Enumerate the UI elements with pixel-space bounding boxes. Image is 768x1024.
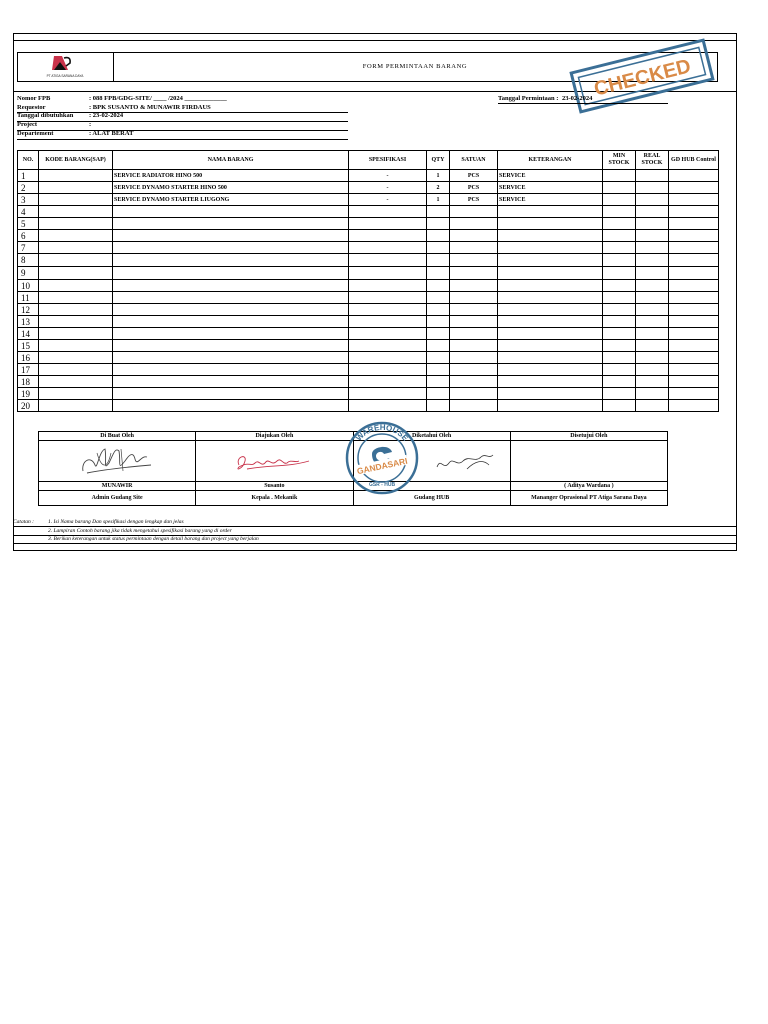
- cell-gd: [669, 182, 719, 194]
- table-row: [18, 292, 719, 304]
- cell-qty: 2: [427, 182, 450, 194]
- note-item-1: 1. Isi Nama barang Dan spesifikasi dengan lengkap dan jelas: [48, 519, 184, 525]
- cell-keterangan: [498, 242, 603, 254]
- cell-min: [603, 230, 636, 242]
- cell-min: [603, 182, 636, 194]
- cell-keterangan: [498, 400, 603, 412]
- signature-susanto-image: [199, 441, 349, 479]
- cell-gd: [669, 267, 719, 280]
- cell-qty: [427, 206, 450, 218]
- cell-nama: [113, 340, 349, 352]
- cell-satuan: [450, 304, 498, 316]
- cell-spesifikasi: [349, 280, 427, 292]
- cell-gd: [669, 254, 719, 267]
- cell-spesifikasi: [349, 400, 427, 412]
- cell-gd: [669, 340, 719, 352]
- cell-satuan: [450, 328, 498, 340]
- cell-min: [603, 280, 636, 292]
- cell-real: [636, 364, 669, 376]
- cell-real: [636, 267, 669, 280]
- cell-real: [636, 182, 669, 194]
- cell-kode: [39, 400, 113, 412]
- cell-real: [636, 340, 669, 352]
- cell-real: [636, 400, 669, 412]
- cell-keterangan: [498, 267, 603, 280]
- top-divider: [13, 40, 737, 41]
- cell-nama: SERVICE DYNAMO STARTER LIUGONG: [113, 194, 349, 206]
- cell-spesifikasi: [349, 328, 427, 340]
- table-row: [18, 206, 719, 218]
- warehouse-stamp: [344, 420, 420, 496]
- cell-gd: [669, 218, 719, 230]
- col-spesifikasi-header: SPESIFIKASI: [349, 151, 427, 170]
- cell-qty: [427, 267, 450, 280]
- table-row: [18, 218, 719, 230]
- notes-rule-2: [13, 535, 737, 536]
- cell-gd: [669, 280, 719, 292]
- cell-gd: [669, 352, 719, 364]
- cell-no: 11: [18, 292, 39, 304]
- cell-keterangan: [498, 304, 603, 316]
- cell-spesifikasi: [349, 206, 427, 218]
- nomor-label: Nomor FPB: [17, 95, 51, 102]
- cell-satuan: [450, 254, 498, 267]
- cell-spesifikasi: [349, 267, 427, 280]
- cell-qty: [427, 376, 450, 388]
- cell-kode: [39, 316, 113, 328]
- position-gudang: Gudang HUB: [353, 491, 510, 506]
- cell-keterangan: [498, 376, 603, 388]
- cell-qty: [427, 352, 450, 364]
- project-value: :: [89, 121, 92, 128]
- cell-spesifikasi: [349, 218, 427, 230]
- cell-nama: SERVICE DYNAMO STARTER HINO 500: [113, 182, 349, 194]
- cell-gd: [669, 388, 719, 400]
- table-row: [18, 304, 719, 316]
- info-rule-4: [17, 139, 348, 140]
- col-real-stock-header: REAL STOCK: [636, 151, 669, 170]
- svg-text:GANDASARI: GANDASARI: [355, 455, 409, 477]
- project-label: Project: [17, 121, 38, 128]
- signature-munawir-image: [77, 441, 157, 479]
- cell-spesifikasi: [349, 292, 427, 304]
- cell-kode: [39, 267, 113, 280]
- cell-spesifikasi: [349, 376, 427, 388]
- cell-qty: 1: [427, 170, 450, 182]
- tanggal-permintaan-value: 23-02-2024: [562, 95, 593, 102]
- role-disetujui: Disetujui Oleh: [510, 432, 667, 441]
- signature-aditya: [510, 441, 667, 482]
- cell-min: [603, 328, 636, 340]
- cell-qty: 1: [427, 194, 450, 206]
- signature-susanto: [196, 441, 353, 482]
- cell-real: [636, 170, 669, 182]
- table-row: [18, 267, 719, 280]
- role-diajukan: Diajukan Oleh: [196, 432, 353, 441]
- cell-keterangan: [498, 206, 603, 218]
- cell-satuan: [450, 400, 498, 412]
- cell-nama: [113, 292, 349, 304]
- cell-gd: [669, 242, 719, 254]
- cell-spesifikasi: [349, 340, 427, 352]
- cell-no: 12: [18, 304, 39, 316]
- cell-gd: [669, 328, 719, 340]
- cell-real: [636, 194, 669, 206]
- role-dibuat: Di Buat Oleh: [39, 432, 196, 441]
- col-no-header: NO.: [18, 151, 39, 170]
- cell-satuan: [450, 352, 498, 364]
- cell-real: [636, 292, 669, 304]
- name-susanto: Susanto: [196, 482, 353, 491]
- info-rule-3: [17, 130, 348, 131]
- cell-nama: [113, 316, 349, 328]
- cell-kode: [39, 364, 113, 376]
- requestor-label: Requestor: [17, 104, 46, 111]
- cell-qty: [427, 340, 450, 352]
- cell-real: [636, 280, 669, 292]
- cell-satuan: [450, 376, 498, 388]
- cell-no: 15: [18, 340, 39, 352]
- col-keterangan-header: KETERANGAN: [498, 151, 603, 170]
- cell-min: [603, 170, 636, 182]
- cell-kode: [39, 194, 113, 206]
- cell-nama: [113, 242, 349, 254]
- name-aditya: ( Aditya Wardana ): [510, 482, 667, 491]
- cell-kode: [39, 242, 113, 254]
- cell-real: [636, 254, 669, 267]
- position-kepala: Kepala . Mekanik: [196, 491, 353, 506]
- cell-real: [636, 376, 669, 388]
- cell-kode: [39, 182, 113, 194]
- cell-keterangan: SERVICE: [498, 182, 603, 194]
- cell-kode: [39, 170, 113, 182]
- cell-keterangan: [498, 292, 603, 304]
- cell-nama: [113, 364, 349, 376]
- table-row: [18, 328, 719, 340]
- cell-min: [603, 242, 636, 254]
- col-min-stock-header: MIN STOCK: [603, 151, 636, 170]
- cell-keterangan: [498, 388, 603, 400]
- cell-min: [603, 218, 636, 230]
- cell-qty: [427, 242, 450, 254]
- cell-no: 13: [18, 316, 39, 328]
- cell-satuan: [450, 388, 498, 400]
- cell-satuan: [450, 316, 498, 328]
- svg-text:CHECKED: CHECKED: [591, 55, 694, 101]
- table-row: [18, 242, 719, 254]
- table-row: [18, 230, 719, 242]
- cell-qty: [427, 304, 450, 316]
- cell-min: [603, 316, 636, 328]
- cell-min: [603, 400, 636, 412]
- cell-gd: [669, 364, 719, 376]
- col-kode-header: KODE BARANG(SAP): [39, 151, 113, 170]
- cell-keterangan: [498, 230, 603, 242]
- cell-real: [636, 206, 669, 218]
- cell-no: 16: [18, 352, 39, 364]
- cell-kode: [39, 280, 113, 292]
- col-gd-hub-header: GD HUB Control: [669, 151, 719, 170]
- cell-min: [603, 340, 636, 352]
- cell-spesifikasi: -: [349, 182, 427, 194]
- cell-qty: [427, 316, 450, 328]
- cell-qty: [427, 230, 450, 242]
- cell-satuan: [450, 292, 498, 304]
- cell-spesifikasi: [349, 364, 427, 376]
- cell-qty: [427, 280, 450, 292]
- cell-keterangan: [498, 352, 603, 364]
- cell-satuan: [450, 206, 498, 218]
- cell-no: 8: [18, 254, 39, 267]
- tanggal-permintaan-label: Tanggal Permintaan :: [498, 95, 559, 102]
- cell-real: [636, 316, 669, 328]
- table-row: [18, 280, 719, 292]
- info-rule-2: [17, 121, 348, 122]
- role-diketahui: Diketahui Oleh: [353, 432, 510, 441]
- cell-kode: [39, 292, 113, 304]
- cell-kode: [39, 254, 113, 267]
- atiga-logo-icon: [18, 53, 113, 81]
- cell-gd: [669, 400, 719, 412]
- nomor-value: : 088 FPB/GDG-SITE/ ____ /2024 _____________: [89, 95, 227, 102]
- cell-nama: [113, 304, 349, 316]
- table-row: [18, 352, 719, 364]
- svg-text:WAREHOUSE: WAREHOUSE: [354, 422, 410, 443]
- cell-keterangan: [498, 316, 603, 328]
- cell-satuan: PCS: [450, 182, 498, 194]
- cell-min: [603, 292, 636, 304]
- table-row: [18, 364, 719, 376]
- cell-keterangan: [498, 340, 603, 352]
- table-row: [18, 182, 719, 194]
- cell-gd: [669, 292, 719, 304]
- cell-spesifikasi: [349, 388, 427, 400]
- cell-spesifikasi: [349, 230, 427, 242]
- cell-nama: [113, 352, 349, 364]
- cell-no: 14: [18, 328, 39, 340]
- cell-keterangan: SERVICE: [498, 170, 603, 182]
- cell-no: 6: [18, 230, 39, 242]
- table-row: [18, 194, 719, 206]
- cell-no: 9: [18, 267, 39, 280]
- cell-no: 20: [18, 400, 39, 412]
- cell-real: [636, 242, 669, 254]
- tanggal-dibutuhkan-value: : 23-02-2024: [89, 112, 124, 119]
- cell-gd: [669, 304, 719, 316]
- cell-gd: [669, 230, 719, 242]
- company-logo: [18, 53, 114, 81]
- cell-nama: [113, 388, 349, 400]
- notes-rule-1: [13, 526, 737, 527]
- cell-min: [603, 194, 636, 206]
- cell-keterangan: SERVICE: [498, 194, 603, 206]
- cell-kode: [39, 304, 113, 316]
- cell-satuan: [450, 364, 498, 376]
- cell-nama: [113, 230, 349, 242]
- position-manager: Mananger Oprasional PT Atiga Sarana Daya: [510, 491, 667, 506]
- cell-min: [603, 267, 636, 280]
- notes-label: Catatan :: [13, 519, 34, 525]
- cell-satuan: [450, 340, 498, 352]
- cell-qty: [427, 292, 450, 304]
- name-munawir: MUNAWIR: [39, 482, 196, 491]
- cell-min: [603, 388, 636, 400]
- cell-no: 17: [18, 364, 39, 376]
- cell-keterangan: [498, 328, 603, 340]
- cell-qty: [427, 254, 450, 267]
- cell-kode: [39, 376, 113, 388]
- tanggal-dibutuhkan-label: Tanggal dibutuhkan: [17, 112, 74, 119]
- cell-min: [603, 352, 636, 364]
- cell-qty: [427, 328, 450, 340]
- cell-real: [636, 352, 669, 364]
- cell-min: [603, 304, 636, 316]
- cell-keterangan: [498, 218, 603, 230]
- cell-spesifikasi: [349, 242, 427, 254]
- cell-satuan: [450, 280, 498, 292]
- items-table: [17, 150, 719, 412]
- col-qty-header: QTY: [427, 151, 450, 170]
- svg-text:PT ATIGA SARANA DAYA: PT ATIGA SARANA DAYA: [46, 74, 84, 78]
- cell-nama: [113, 328, 349, 340]
- cell-spesifikasi: -: [349, 194, 427, 206]
- cell-nama: [113, 267, 349, 280]
- col-nama-header: NAMA BARANG: [113, 151, 349, 170]
- cell-satuan: PCS: [450, 170, 498, 182]
- cell-spesifikasi: [349, 304, 427, 316]
- cell-keterangan: [498, 280, 603, 292]
- cell-real: [636, 218, 669, 230]
- cell-gd: [669, 376, 719, 388]
- cell-nama: [113, 206, 349, 218]
- cell-kode: [39, 328, 113, 340]
- cell-qty: [427, 218, 450, 230]
- cell-gd: [669, 206, 719, 218]
- cell-min: [603, 376, 636, 388]
- table-row: [18, 316, 719, 328]
- notes-rule-3: [13, 543, 737, 544]
- cell-no: 10: [18, 280, 39, 292]
- table-row: [18, 340, 719, 352]
- table-row: [18, 254, 719, 267]
- cell-kode: [39, 206, 113, 218]
- tanggal-permintaan-rule: [498, 103, 668, 104]
- table-row: [18, 376, 719, 388]
- cell-min: [603, 254, 636, 267]
- cell-nama: [113, 218, 349, 230]
- cell-kode: [39, 388, 113, 400]
- cell-qty: [427, 364, 450, 376]
- cell-real: [636, 304, 669, 316]
- cell-nama: [113, 254, 349, 267]
- cell-nama: [113, 376, 349, 388]
- cell-kode: [39, 340, 113, 352]
- note-item-2: 2. Lampiran Contoh barang jika tidak mengetahui spesifikasi barang yang di order: [48, 528, 232, 534]
- items-header-row: [18, 151, 719, 170]
- cell-no: 1: [18, 170, 39, 182]
- cell-no: 19: [18, 388, 39, 400]
- cell-spesifikasi: [349, 352, 427, 364]
- cell-satuan: [450, 242, 498, 254]
- cell-spesifikasi: [349, 254, 427, 267]
- cell-no: 2: [18, 182, 39, 194]
- position-admin: Admin Gudang Site: [39, 491, 196, 506]
- table-row: [18, 400, 719, 412]
- cell-keterangan: [498, 364, 603, 376]
- cell-no: 3: [18, 194, 39, 206]
- signature-munawir: [39, 441, 196, 482]
- cell-satuan: [450, 230, 498, 242]
- departement-value: : ALAT BERAT: [89, 130, 134, 137]
- cell-real: [636, 230, 669, 242]
- cell-no: 5: [18, 218, 39, 230]
- cell-qty: [427, 400, 450, 412]
- cell-no: 4: [18, 206, 39, 218]
- cell-no: 18: [18, 376, 39, 388]
- cell-real: [636, 328, 669, 340]
- note-item-3: 3. Berikan keterangan untuk status permintaan dengan detail barang dan project yang berjalan: [48, 536, 259, 542]
- cell-gd: [669, 170, 719, 182]
- cell-satuan: [450, 267, 498, 280]
- cell-satuan: PCS: [450, 194, 498, 206]
- cell-min: [603, 364, 636, 376]
- cell-kode: [39, 352, 113, 364]
- cell-real: [636, 388, 669, 400]
- cell-kode: [39, 230, 113, 242]
- form-title: FORM PERMINTAAN BARANG: [362, 63, 468, 70]
- cell-gd: [669, 316, 719, 328]
- cell-spesifikasi: -: [349, 170, 427, 182]
- cell-no: 7: [18, 242, 39, 254]
- cell-spesifikasi: [349, 316, 427, 328]
- cell-nama: [113, 400, 349, 412]
- cell-nama: [113, 280, 349, 292]
- cell-min: [603, 206, 636, 218]
- requestor-value: : BPK SUSANTO & MUNAWIR FIRDAUS: [89, 104, 211, 111]
- svg-text:GSR - HUB: GSR - HUB: [368, 482, 396, 488]
- cell-gd: [669, 194, 719, 206]
- departement-label: Departement: [17, 130, 54, 137]
- cell-nama: SERVICE RADIATOR HINO 500: [113, 170, 349, 182]
- cell-satuan: [450, 218, 498, 230]
- table-row: [18, 170, 719, 182]
- cell-kode: [39, 218, 113, 230]
- cell-qty: [427, 388, 450, 400]
- cell-keterangan: [498, 254, 603, 267]
- col-satuan-header: SATUAN: [450, 151, 498, 170]
- table-row: [18, 388, 719, 400]
